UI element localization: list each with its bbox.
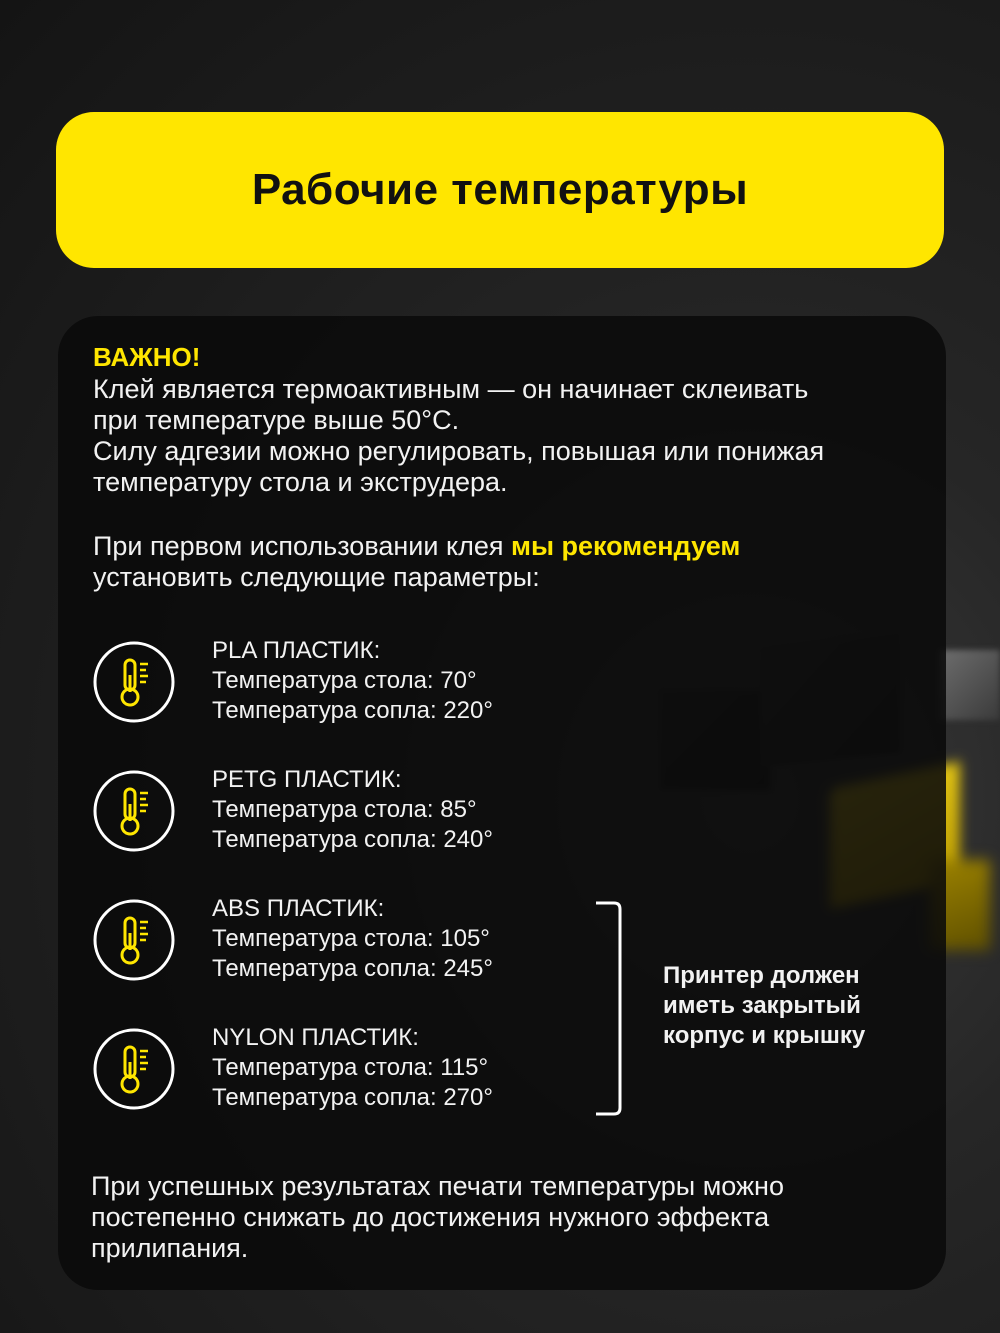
material-name: ABS ПЛАСТИК:	[212, 895, 385, 922]
material-item-pla	[92, 636, 592, 736]
bed-temperature: Температура стола: 85°	[212, 796, 477, 823]
outro-line: При успешных результатах печати температуры можно	[91, 1171, 784, 1201]
thermometer-icon	[92, 769, 176, 853]
important-line: температуру стола и экструдера.	[93, 467, 508, 497]
material-item-petg	[92, 765, 592, 865]
page-title: Рабочие температуры	[251, 165, 749, 214]
material-item-nylon	[92, 1023, 592, 1123]
printer-note-line: корпус и крышку	[663, 1022, 866, 1049]
recommend-highlight: мы рекомендуем	[510, 531, 741, 561]
thermometer-icon	[92, 1027, 176, 1111]
material-item-abs	[92, 894, 592, 994]
bed-temperature: Температура стола: 105°	[212, 925, 490, 952]
background-cube	[940, 650, 1000, 720]
title-banner	[56, 112, 944, 268]
outro-line: постепенно снижать до достижения нужного эффекта	[91, 1202, 770, 1232]
recommend-before: При первом использовании клея	[93, 531, 511, 561]
important-line: Силу адгезии можно регулировать, повышая или понижая	[93, 436, 825, 466]
info-panel	[58, 316, 946, 1290]
bed-temperature: Температура стола: 115°	[212, 1054, 489, 1081]
recommend-text	[93, 531, 933, 593]
nozzle-temperature: Температура сопла: 270°	[212, 1084, 493, 1111]
printer-note-line: Принтер должен	[663, 962, 860, 989]
thermometer-icon	[92, 898, 176, 982]
outro-text	[91, 1171, 936, 1264]
important-line: при температуре выше 50°С.	[93, 405, 460, 435]
nozzle-temperature: Температура сопла: 220°	[212, 697, 493, 724]
recommend-after: установить следующие параметры:	[93, 562, 540, 592]
material-name: PETG ПЛАСТИК:	[212, 766, 402, 793]
material-name: NYLON ПЛАСТИК:	[212, 1024, 419, 1051]
printer-note	[663, 961, 865, 1051]
nozzle-temperature: Температура сопла: 240°	[212, 826, 493, 853]
important-label: ВАЖНО!	[93, 342, 201, 372]
printer-note-line: иметь закрытый	[663, 992, 861, 1019]
important-text	[93, 374, 933, 498]
bracket-icon	[594, 901, 622, 1116]
thermometer-icon	[92, 640, 176, 724]
important-line: Клей является термоактивным — он начинает склеивать	[93, 374, 809, 404]
bed-temperature: Температура стола: 70°	[212, 667, 477, 694]
material-name: PLA ПЛАСТИК:	[212, 637, 381, 664]
nozzle-temperature: Температура сопла: 245°	[212, 955, 493, 982]
outro-line: прилипания.	[91, 1233, 249, 1263]
